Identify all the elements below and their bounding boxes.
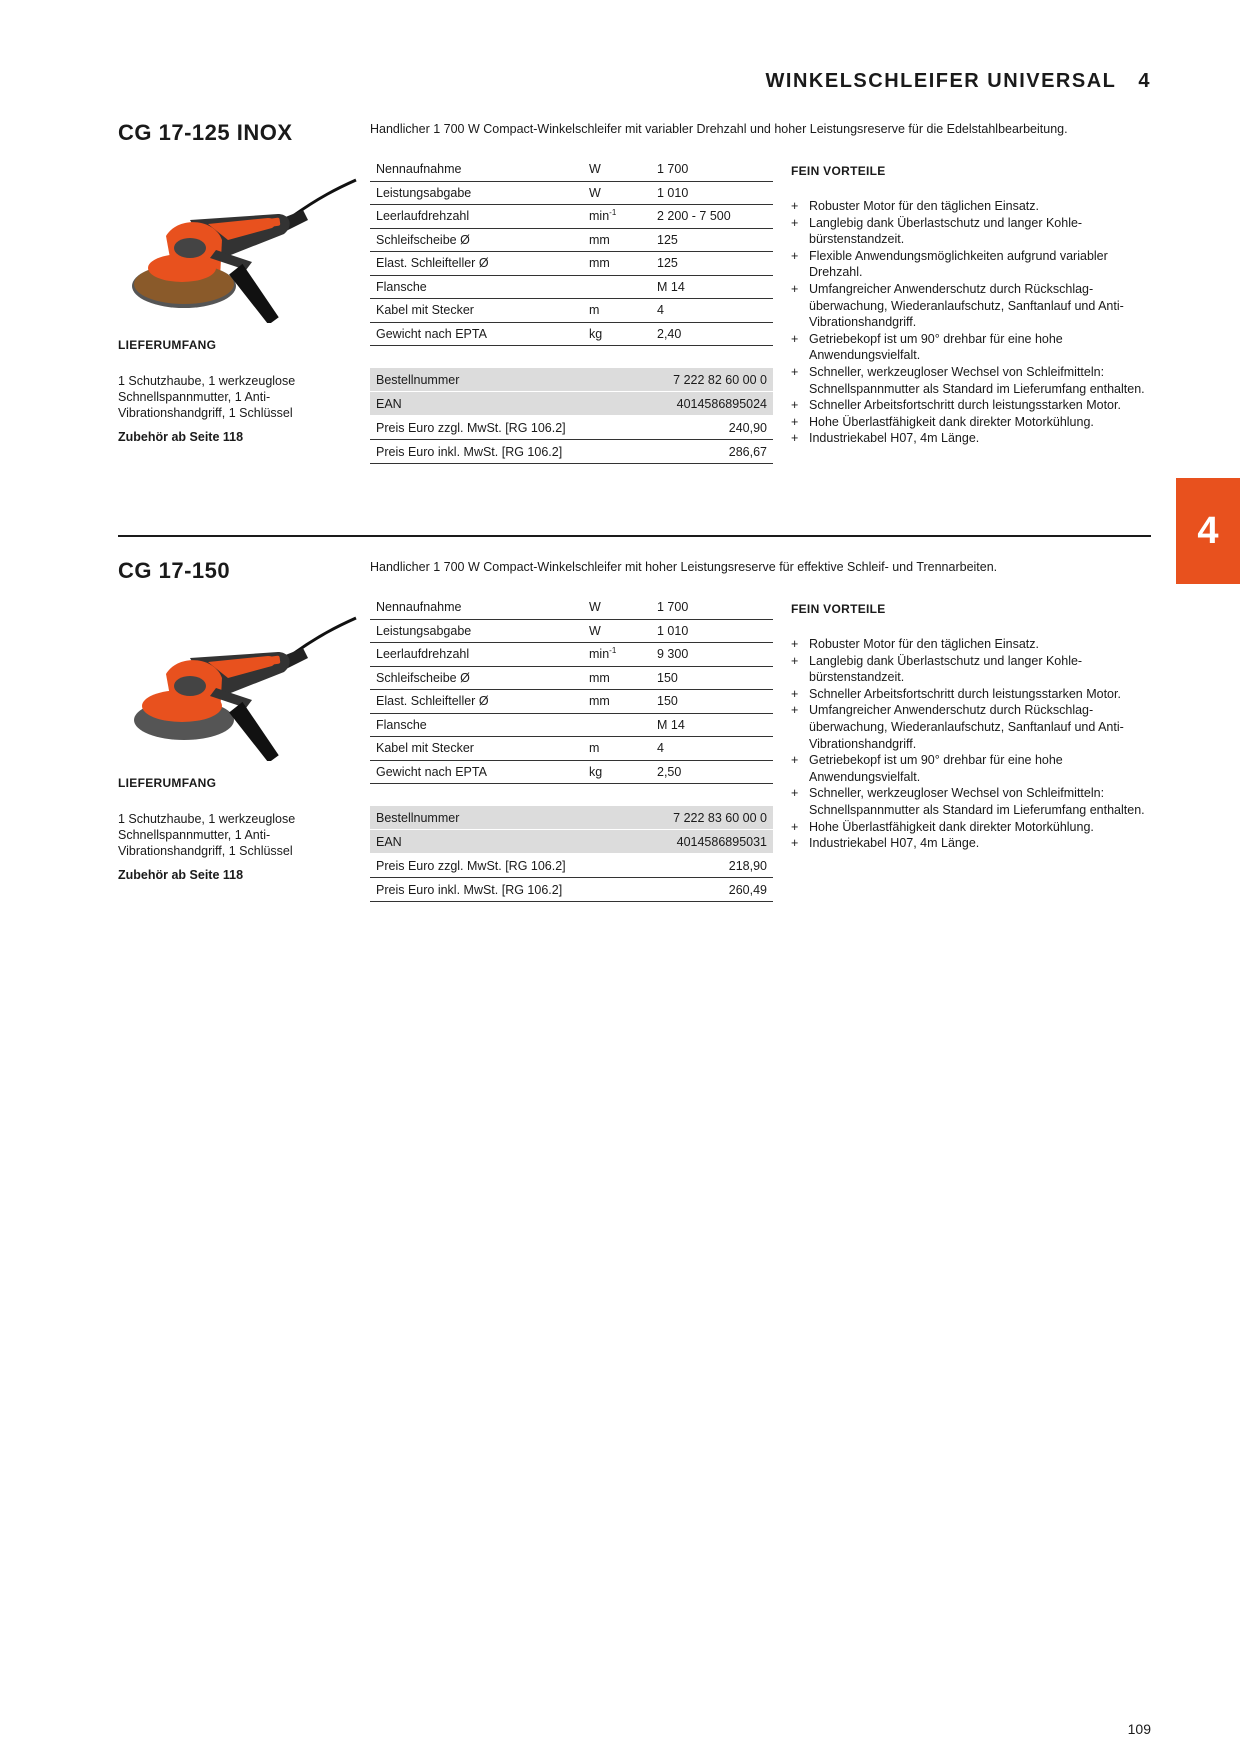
advantage-item: + Umfangreicher Anwenderschutz durch Rückschlag-überwachung, Wiederanlaufschutz, Sanftanlauf und Anti-Vibrationshandgriff. xyxy=(791,703,1124,751)
order-row xyxy=(370,440,773,464)
order-row xyxy=(370,416,773,440)
spec-label: Gewicht nach EPTA xyxy=(370,322,583,346)
advantage-text: Schneller Arbeitsfortschritt durch leistungsstarken Motor. xyxy=(809,686,1121,701)
order-label: Bestellnummer xyxy=(370,368,634,392)
advantage-item: + Hohe Überlastfähigkeit dank direkter Motorkühlung. xyxy=(791,819,1094,834)
advantage-text: Schneller, werkzeugloser Wechsel von Schleifmitteln: Schnellspannmutter als Standard im Lieferumfang enthalten. xyxy=(809,786,1145,817)
order-row xyxy=(370,854,773,878)
advantage-item: + Hohe Überlastfähigkeit dank direkter Motorkühlung. xyxy=(791,414,1094,429)
lieferumfang-heading: LIEFERUMFANG xyxy=(118,776,217,790)
order-row xyxy=(370,392,773,416)
advantage-text: Hohe Überlastfähigkeit dank direkter Motorkühlung. xyxy=(809,414,1094,429)
advantage-item: + Flexible Anwendungsmöglichkeiten aufgrund variabler Drehzahl. xyxy=(791,248,1108,280)
advantage-item: + Getriebekopf ist um 90° drehbar für eine hohe Anwendungsvielfalt. xyxy=(791,753,1063,784)
spec-value: 150 xyxy=(651,666,773,690)
spec-row xyxy=(370,737,773,761)
spec-row xyxy=(370,643,773,667)
spec-value: 150 xyxy=(651,690,773,714)
spec-value: 125 xyxy=(651,252,773,276)
order-row xyxy=(370,878,773,902)
spec-unit: kg xyxy=(583,322,651,346)
spec-value: 2,50 xyxy=(651,760,773,784)
spec-unit: mm xyxy=(583,228,651,252)
advantage-text: Industriekabel H07, 4m Länge. xyxy=(809,431,980,446)
spec-label: Elast. Schleifteller Ø xyxy=(370,690,583,714)
advantage-item: + Robuster Motor für den täglichen Einsatz. xyxy=(791,199,1039,213)
spec-value: 125 xyxy=(651,228,773,252)
spec-value: 1 010 xyxy=(651,619,773,643)
spec-row xyxy=(370,228,773,252)
spec-value: 2,40 xyxy=(651,322,773,346)
spec-row xyxy=(370,760,773,784)
spec-row xyxy=(370,205,773,229)
advantage-text: Robuster Motor für den täglichen Einsatz. xyxy=(809,199,1039,213)
advantage-item: + Industriekabel H07, 4m Länge. xyxy=(791,431,980,446)
spec-unit xyxy=(583,643,651,667)
advantage-item: + Getriebekopf ist um 90° drehbar für eine hohe Anwendungsvielfalt. xyxy=(791,331,1063,363)
angle-grinder-image xyxy=(118,158,358,323)
advantage-text: Langlebig dank Überlastschutz und langer Kohle-bürstenstandzeit. xyxy=(809,653,1083,685)
spec-unit: mm xyxy=(583,666,651,690)
spec-unit-exponent: -1 xyxy=(609,208,617,218)
spec-row xyxy=(370,619,773,643)
advantage-item: + Schneller Arbeitsfortschritt durch leistungsstarken Motor. xyxy=(791,686,1121,701)
spec-unit-base: min xyxy=(589,647,610,662)
spec-value: 2 200 - 7 500 xyxy=(651,205,773,229)
advantage-item: + Schneller Arbeitsfortschritt durch leistungsstarken Motor. xyxy=(791,398,1121,413)
lieferumfang-text: 1 Schutzhaube, 1 werkzeuglose Schnellspannmutter, 1 Anti-Vibrationshandgriff, 1 Schlüssel xyxy=(118,812,296,858)
advantage-item: + Schneller, werkzeugloser Wechsel von Schleifmitteln: Schnellspannmutter als Standard im Lieferumfang enthalten. xyxy=(791,786,1145,817)
order-label: Preis Euro inkl. MwSt. [RG 106.2] xyxy=(370,878,634,902)
product-description: Handlicher 1 700 W Compact-Winkelschleifer mit hoher Leistungsreserve für effektive Schleif- und Trennarbeiten. xyxy=(370,560,998,574)
advantage-text: Industriekabel H07, 4m Länge. xyxy=(809,836,980,851)
advantage-text: Umfangreicher Anwenderschutz durch Rückschlag-überwachung, Wiederanlaufschutz, Sanftanlauf und Anti-Vibrationshandgriff. xyxy=(809,281,1124,330)
spec-label: Leistungsabgabe xyxy=(370,181,583,205)
spec-unit: kg xyxy=(583,760,651,784)
advantage-text: Umfangreicher Anwenderschutz durch Rückschlag-überwachung, Wiederanlaufschutz, Sanftanlauf und Anti-Vibrationshandgriff. xyxy=(809,703,1124,751)
spec-unit xyxy=(583,275,651,299)
order-table xyxy=(370,806,773,902)
advantage-item: + Industriekabel H07, 4m Länge. xyxy=(791,836,980,851)
advantage-item: + Langlebig dank Überlastschutz und langer Kohle-bürstenstandzeit. xyxy=(791,653,1083,685)
lieferumfang-heading: LIEFERUMFANG xyxy=(118,338,217,352)
order-value: 7 222 83 60 00 0 xyxy=(634,806,773,830)
spec-label: Kabel mit Stecker xyxy=(370,737,583,761)
spec-row xyxy=(370,322,773,346)
order-row xyxy=(370,830,773,854)
order-label: Bestellnummer xyxy=(370,806,634,830)
spec-value: 1 010 xyxy=(651,181,773,205)
spec-row xyxy=(370,158,773,181)
spec-label: Leerlaufdrehzahl xyxy=(370,643,583,667)
header-chapter-number: 4 xyxy=(1138,70,1151,92)
order-row xyxy=(370,368,773,392)
zubehoer-link[interactable]: Zubehör ab Seite 118 xyxy=(118,868,244,882)
spec-table xyxy=(370,158,773,346)
order-value: 4014586895024 xyxy=(634,392,773,416)
product-title: CG 17-125 INOX xyxy=(118,120,293,145)
section-divider xyxy=(118,535,1151,537)
advantage-text: Getriebekopf ist um 90° drehbar für eine hohe Anwendungsvielfalt. xyxy=(809,753,1063,784)
spec-label: Flansche xyxy=(370,275,583,299)
advantage-text: Langlebig dank Überlastschutz und langer Kohle-bürstenstandzeit. xyxy=(809,215,1083,247)
angle-grinder-image xyxy=(118,596,358,761)
product-description: Handlicher 1 700 W Compact-Winkelschleifer mit variabler Drehzahl und hoher Leistungsreserve für die Edelstahlbearbeitung. xyxy=(370,122,1068,136)
advantage-item: + Umfangreicher Anwenderschutz durch Rückschlag-überwachung, Wiederanlaufschutz, Sanftanlauf und Anti-Vibrationshandgriff. xyxy=(791,281,1124,330)
spec-label: Nennaufnahme xyxy=(370,596,583,619)
spec-row xyxy=(370,666,773,690)
spec-value: 1 700 xyxy=(651,158,773,181)
spec-label: Elast. Schleifteller Ø xyxy=(370,252,583,276)
spec-row xyxy=(370,596,773,619)
spec-label: Gewicht nach EPTA xyxy=(370,760,583,784)
spec-unit: mm xyxy=(583,690,651,714)
spec-value: 4 xyxy=(651,737,773,761)
spec-value: 1 700 xyxy=(651,596,773,619)
spec-label: Kabel mit Stecker xyxy=(370,299,583,323)
page-header xyxy=(700,70,1151,100)
advantages-heading: FEIN VORTEILE xyxy=(791,164,886,178)
advantage-item: + Langlebig dank Überlastschutz und langer Kohle-bürstenstandzeit. xyxy=(791,215,1083,247)
spec-row xyxy=(370,181,773,205)
order-value: 240,90 xyxy=(634,416,773,440)
product-cg-17-150 xyxy=(118,558,1151,978)
spec-row xyxy=(370,252,773,276)
spec-label: Flansche xyxy=(370,713,583,737)
order-value: 7 222 82 60 00 0 xyxy=(634,368,773,392)
advantage-text: Schneller Arbeitsfortschritt durch leistungsstarken Motor. xyxy=(809,398,1121,413)
order-table xyxy=(370,368,773,464)
advantage-text: Getriebekopf ist um 90° drehbar für eine hohe Anwendungsvielfalt. xyxy=(809,331,1063,363)
spec-unit-exponent: -1 xyxy=(609,646,617,656)
spec-label: Schleifscheibe Ø xyxy=(370,228,583,252)
advantage-item: + Schneller, werkzeugloser Wechsel von Schleifmitteln: Schnellspannmutter als Standard im Lieferumfang enthalten. xyxy=(791,364,1145,396)
spec-unit: mm xyxy=(583,252,651,276)
spec-label: Leerlaufdrehzahl xyxy=(370,205,583,229)
spec-unit: m xyxy=(583,299,651,323)
spec-value: M 14 xyxy=(651,275,773,299)
order-label: EAN xyxy=(370,830,634,854)
advantage-text: Flexible Anwendungsmöglichkeiten aufgrund variabler Drehzahl. xyxy=(809,248,1108,280)
spec-unit-base: min xyxy=(589,209,610,224)
order-label: Preis Euro zzgl. MwSt. [RG 106.2] xyxy=(370,416,634,440)
lieferumfang-text: 1 Schutzhaube, 1 werkzeuglose Schnellspannmutter, 1 Anti-Vibrationshandgriff, 1 Schlüssel xyxy=(118,374,296,420)
order-value: 260,49 xyxy=(634,878,773,902)
order-label: Preis Euro inkl. MwSt. [RG 106.2] xyxy=(370,440,634,464)
zubehoer-link[interactable]: Zubehör ab Seite 118 xyxy=(118,430,244,444)
header-title: WINKELSCHLEIFER UNIVERSAL xyxy=(765,70,1117,92)
advantages-heading: FEIN VORTEILE xyxy=(791,602,886,616)
spec-row xyxy=(370,690,773,714)
product-title: CG 17-150 xyxy=(118,558,231,583)
order-value: 218,90 xyxy=(634,854,773,878)
spec-label: Leistungsabgabe xyxy=(370,619,583,643)
spec-row xyxy=(370,299,773,323)
spec-unit: W xyxy=(583,181,651,205)
page-number: 109 xyxy=(1127,1721,1151,1737)
order-label: Preis Euro zzgl. MwSt. [RG 106.2] xyxy=(370,854,634,878)
spec-unit: W xyxy=(583,619,651,643)
advantages-list xyxy=(791,636,1161,852)
spec-unit: W xyxy=(583,158,651,181)
spec-row xyxy=(370,713,773,737)
product-cg-17-125-inox xyxy=(118,120,1151,540)
spec-row xyxy=(370,275,773,299)
order-value: 286,67 xyxy=(634,440,773,464)
advantage-text: Robuster Motor für den täglichen Einsatz. xyxy=(809,637,1039,651)
spec-label: Schleifscheibe Ø xyxy=(370,666,583,690)
advantages-list xyxy=(791,198,1161,447)
spec-unit: W xyxy=(583,596,651,619)
advantage-text: Schneller, werkzeugloser Wechsel von Schleifmitteln: Schnellspannmutter als Standard im Lieferumfang enthalten. xyxy=(809,364,1145,396)
spec-table xyxy=(370,596,773,784)
order-value: 4014586895031 xyxy=(634,830,773,854)
spec-value: M 14 xyxy=(651,713,773,737)
spec-value: 9 300 xyxy=(651,643,773,667)
order-label: EAN xyxy=(370,392,634,416)
spec-unit xyxy=(583,205,651,229)
advantage-text: Hohe Überlastfähigkeit dank direkter Motorkühlung. xyxy=(809,819,1094,834)
spec-unit: m xyxy=(583,737,651,761)
spec-unit xyxy=(583,713,651,737)
advantage-item: + Robuster Motor für den täglichen Einsatz. xyxy=(791,637,1039,651)
order-row xyxy=(370,806,773,830)
spec-label: Nennaufnahme xyxy=(370,158,583,181)
chapter-side-tab[interactable]: 4 xyxy=(1176,478,1240,584)
spec-value: 4 xyxy=(651,299,773,323)
